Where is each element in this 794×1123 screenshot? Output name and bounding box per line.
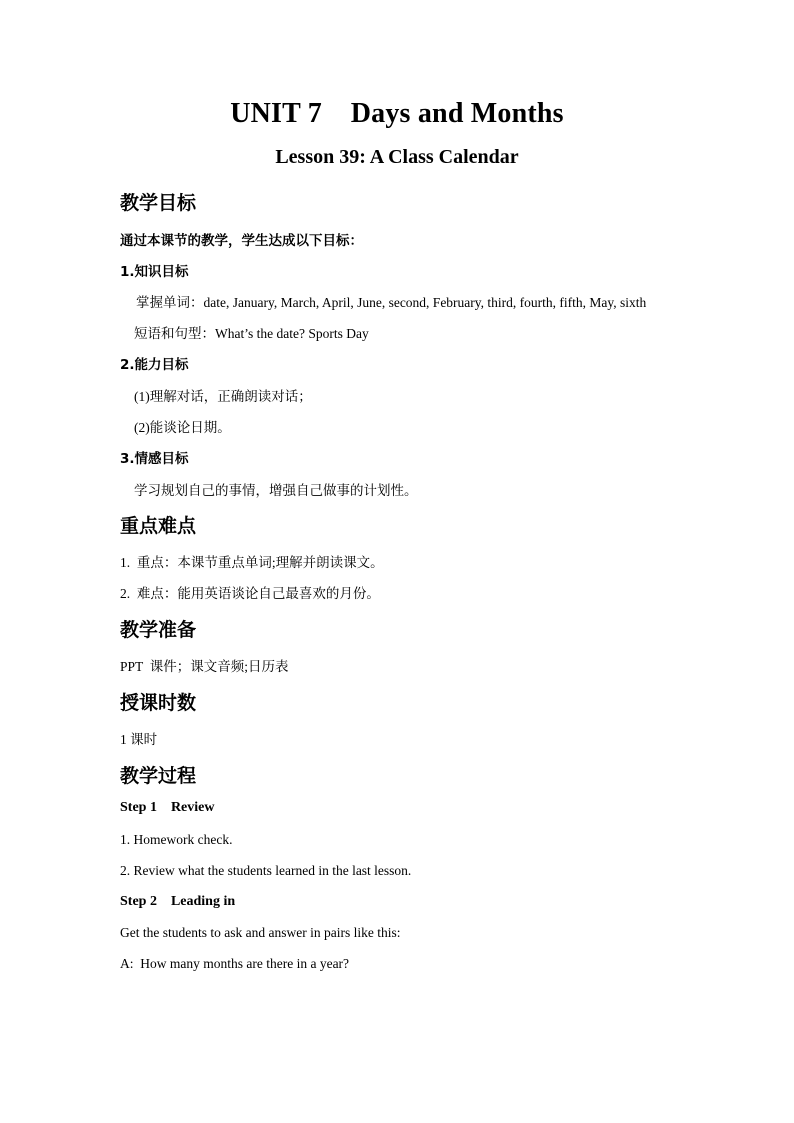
step-2-heading: Step 2 Leading in <box>120 894 236 909</box>
preparation-heading: 教学准备 <box>120 619 197 641</box>
key-point-2: 2. 难点：能用英语谈论自己最喜欢的月份。 <box>120 586 380 601</box>
step-2-dialog-line: A: How many months are there in a year? <box>120 956 350 971</box>
knowledge-heading: 1.知识目标 <box>120 264 189 280</box>
phrases-line: 短语和句型：What’s the date? Sports Day <box>134 326 369 341</box>
step-1-item-2: 2. Review what the students learned in the last lesson. <box>120 863 412 878</box>
step-1-item-1: 1. Homework check. <box>120 832 233 847</box>
step-1-heading: Step 1 Review <box>120 800 215 815</box>
unit-title: UNIT 7 Days and Months <box>230 98 564 129</box>
objectives-heading: 教学目标 <box>120 192 197 214</box>
emotion-text: 学习规划自己的事情，增强自己做事的计划性。 <box>134 483 418 498</box>
vocab-line: 掌握单词：date, January, March, April, June, second, February, third, fourth, fifth, May, sixth <box>136 295 647 310</box>
objectives-intro: 通过本课节的教学，学生达成以下目标： <box>120 233 363 249</box>
key-point-1: 1. 重点：本课节重点单词;理解并朗读课文。 <box>120 555 384 570</box>
step-2-text: Get the students to ask and answer in pairs like this: <box>120 925 401 940</box>
emotion-heading: 3.情感目标 <box>120 451 189 467</box>
hours-heading: 授课时数 <box>120 692 197 714</box>
hours-text: 1 课时 <box>120 732 158 747</box>
preparation-text: PPT 课件；课文音频;日历表 <box>120 659 289 674</box>
lesson-title: Lesson 39: A Class Calendar <box>275 146 519 168</box>
ability-item-1: (1)理解对话，正确朗读对话； <box>134 389 312 404</box>
ability-item-2: (2)能谈论日期。 <box>134 420 231 435</box>
key-points-heading: 重点难点 <box>120 515 197 537</box>
process-heading: 教学过程 <box>120 765 197 787</box>
ability-heading: 2.能力目标 <box>120 357 189 373</box>
